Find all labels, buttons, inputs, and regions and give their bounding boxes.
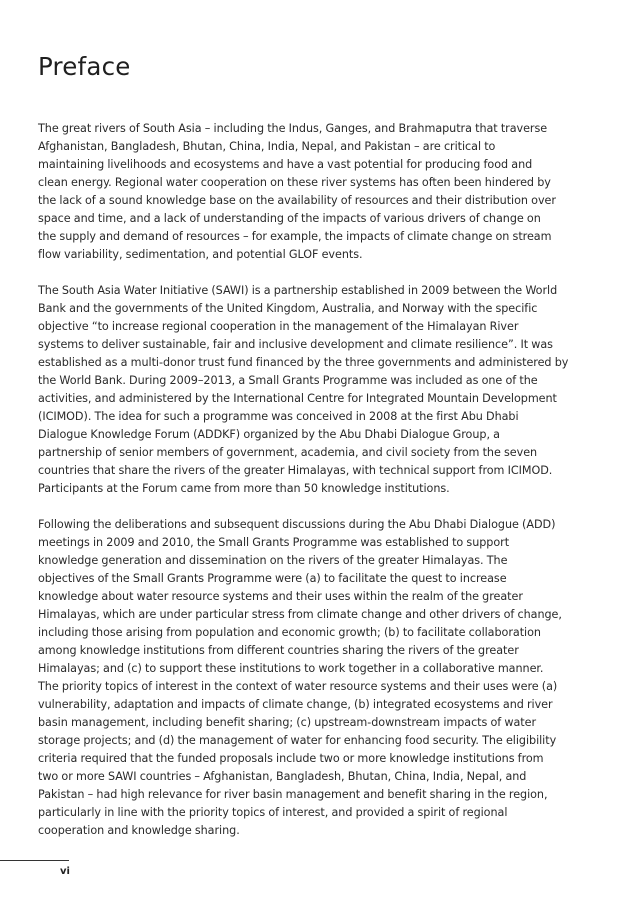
text-line: the lack of a sound knowledge base on the availability of resources and their distribution over	[38, 194, 556, 207]
text-line: particularly in line with the priority topics of interest, and provided a spirit of regional	[38, 806, 508, 819]
text-line: objectives of the Small Grants Programme were (a) to facilitate the quest to increase	[38, 572, 507, 585]
text-line: partnership of senior members of government, academia, and civil society from the seven	[38, 446, 538, 459]
text-line: countries that share the rivers of the greater Himalayas, with technical support from ICIMOD.	[38, 464, 553, 477]
text-line: established as a multi-donor trust fund financed by the three governments and administered by	[38, 356, 569, 369]
text-line: storage projects; and (d) the management of water for enhancing food security. The eligibility	[38, 734, 557, 747]
text-line: systems to deliver sustainable, fair and inclusive development and climate resilience”. It was	[38, 338, 553, 351]
text-line: Following the deliberations and subsequent discussions during the Abu Dhabi Dialogue (ADD)	[38, 518, 556, 531]
text-line: objective “to increase regional cooperation in the management of the Himalayan River	[38, 320, 519, 333]
text-line: among knowledge institutions from different countries sharing the rivers of the greater	[38, 644, 519, 657]
text-line: the supply and demand of resources – for example, the impacts of climate change on stream	[38, 230, 552, 243]
page-title: Preface	[38, 52, 131, 81]
text-line: vulnerability, adaptation and impacts of climate change, (b) integrated ecosystems and river	[38, 698, 553, 711]
text-line: maintaining livelihoods and ecosystems and have a vast potential for producing food and	[38, 158, 533, 171]
text-line: The priority topics of interest in the context of water resource systems and their uses were (a)	[38, 680, 558, 693]
text-line: (ICIMOD). The idea for such a programme was conceived in 2008 at the first Abu Dhabi	[38, 410, 519, 423]
paragraph-small-grants	[38, 516, 598, 840]
text-line: Dialogue Knowledge Forum (ADDKF) organized by the Abu Dhabi Dialogue Group, a	[38, 428, 500, 441]
text-line: Afghanistan, Bangladesh, Bhutan, China, India, Nepal, and Pakistan – are critical to	[38, 140, 496, 153]
text-line: including those arising from population and economic growth; (b) to facilitate collaboration	[38, 626, 541, 639]
text-line: two or more SAWI countries – Afghanistan, Bangladesh, Bhutan, China, India, Nepal, and	[38, 770, 527, 783]
text-line: meetings in 2009 and 2010, the Small Grants Programme was established to support	[38, 536, 510, 549]
text-line: The South Asia Water Initiative (SAWI) is a partnership established in 2009 between the World	[38, 284, 558, 297]
text-line: knowledge generation and dissemination on the rivers of the greater Himalayas. The	[38, 554, 508, 567]
text-line: activities, and administered by the International Centre for Integrated Mountain Development	[38, 392, 557, 405]
paragraph-intro	[38, 120, 598, 264]
text-line: criteria required that the funded proposals include two or more knowledge institutions from	[38, 752, 544, 765]
text-line: The great rivers of South Asia – including the Indus, Ganges, and Brahmaputra that traverse	[38, 122, 548, 135]
paragraph-sawi	[38, 282, 598, 498]
footer-rule	[0, 860, 69, 861]
text-line: Participants at the Forum came from more than 50 knowledge institutions.	[38, 482, 450, 495]
text-line: knowledge about water resource systems and their uses within the realm of the greater	[38, 590, 523, 603]
text-line: Bank and the governments of the United Kingdom, Australia, and Norway with the specific	[38, 302, 538, 315]
text-line: Pakistan – had high relevance for river basin management and benefit sharing in the region,	[38, 788, 548, 801]
text-line: the World Bank. During 2009–2013, a Small Grants Programme was included as one of the	[38, 374, 538, 387]
text-line: flow variability, sedimentation, and potential GLOF events.	[38, 248, 363, 261]
text-line: cooperation and knowledge sharing.	[38, 824, 240, 837]
body-text	[38, 120, 598, 858]
text-line: clean energy. Regional water cooperation on these river systems has often been hindered by	[38, 176, 551, 189]
text-line: space and time, and a lack of understanding of the impacts of various drivers of change on	[38, 212, 541, 225]
page-number: vi	[60, 866, 70, 877]
text-line: Himalayas; and (c) to support these institutions to work together in a collaborative manner.	[38, 662, 544, 675]
text-line: Himalayas, which are under particular stress from climate change and other drivers of change,	[38, 608, 562, 621]
text-line: basin management, including benefit sharing; (c) upstream-downstream impacts of water	[38, 716, 537, 729]
